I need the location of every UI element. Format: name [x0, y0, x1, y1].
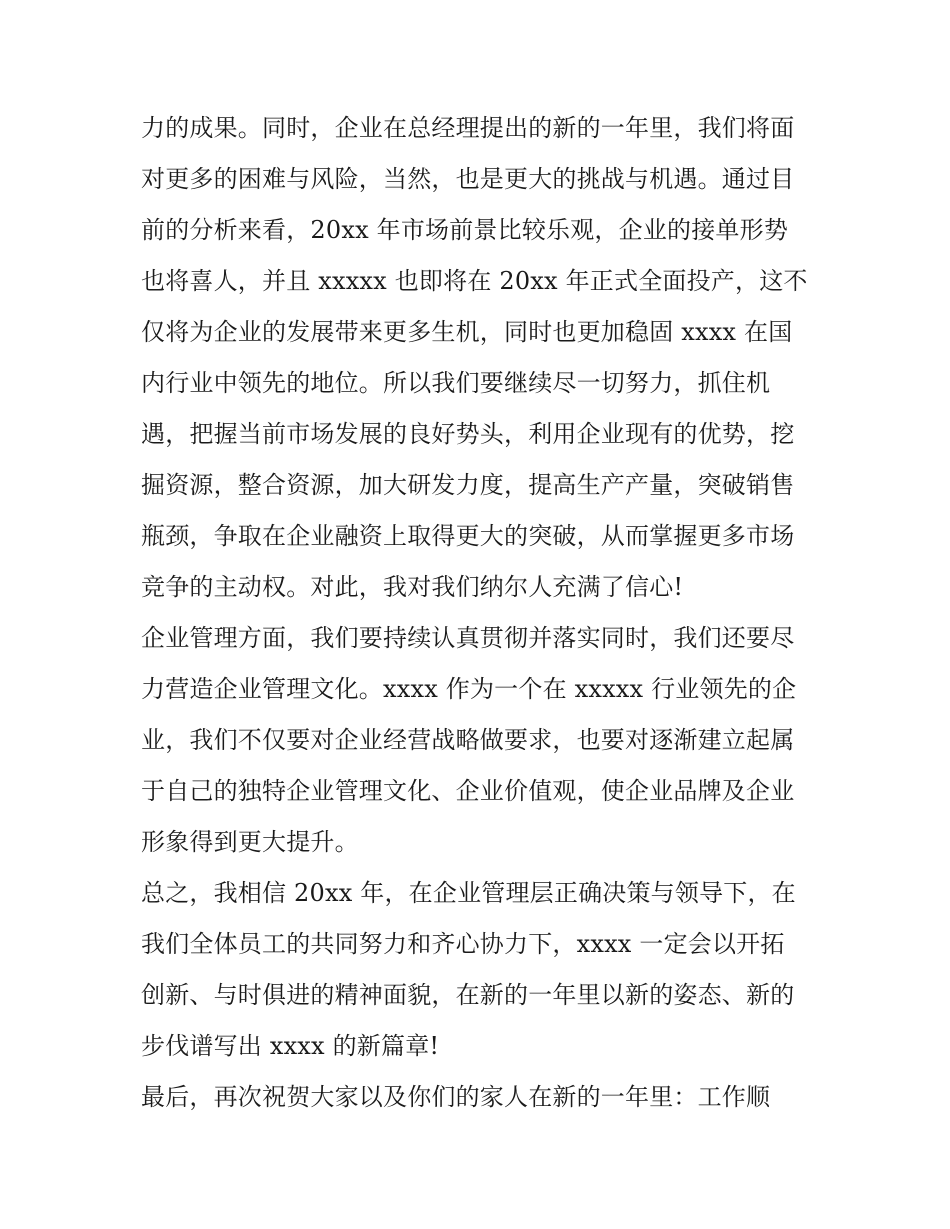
text-line: 瓶颈，争取在企业融资上取得更大的突破，从而掌握更多市场 [141, 522, 795, 550]
text-line: 前的分析来看，20xx 年市场前景比较乐观，企业的接单形势 [141, 216, 789, 244]
text-line: 于自己的独特企业管理文化、企业价值观，使企业品牌及企业 [141, 777, 795, 805]
text-line: 力的成果。同时，企业在总经理提出的新的一年里，我们将面 [141, 114, 795, 142]
document-body [141, 103, 811, 1123]
text-line: 竞争的主动权。对此，我对我们纳尔人充满了信心! [141, 573, 684, 601]
text-line: 形象得到更大提升。 [141, 828, 359, 856]
text-line: 总之，我相信 20xx 年，在企业管理层正确决策与领导下，在 [141, 879, 796, 907]
text-line: 内行业中领先的地位。所以我们要继续尽一切努力，抓住机 [141, 369, 771, 397]
text-line: 我们全体员工的共同努力和齐心协力下，xxxx 一定会以开拓 [141, 930, 785, 958]
text-line: 最后，再次祝贺大家以及你们的家人在新的一年里：工作顺 [141, 1083, 771, 1111]
text-line: 步伐谱写出 xxxx 的新篇章! [141, 1032, 440, 1060]
text-line: 仅将为企业的发展带来更多生机，同时也更加稳固 xxxx 在国 [141, 318, 793, 346]
text-line: 也将喜人，并且 xxxxx 也即将在 20xx 年正式全面投产，这不 [141, 267, 808, 295]
text-line: 掘资源，整合资源，加大研发力度，提高生产产量，突破销售 [141, 471, 795, 499]
text-line: 遇，把握当前市场发展的良好势头，利用企业现有的优势，挖 [141, 420, 795, 448]
text-line: 企业管理方面，我们要持续认真贯彻并落实同时，我们还要尽 [141, 624, 795, 652]
text-line: 对更多的困难与风险，当然，也是更大的挑战与机遇。通过目 [141, 165, 795, 193]
text-line: 力营造企业管理文化。xxxx 作为一个在 xxxxx 行业领先的企 [141, 675, 797, 703]
text-line: 创新、与时俱进的精神面貌，在新的一年里以新的姿态、新的 [141, 981, 795, 1009]
text-line: 业，我们不仅要对企业经营战略做要求，也要对逐渐建立起属 [141, 726, 795, 754]
